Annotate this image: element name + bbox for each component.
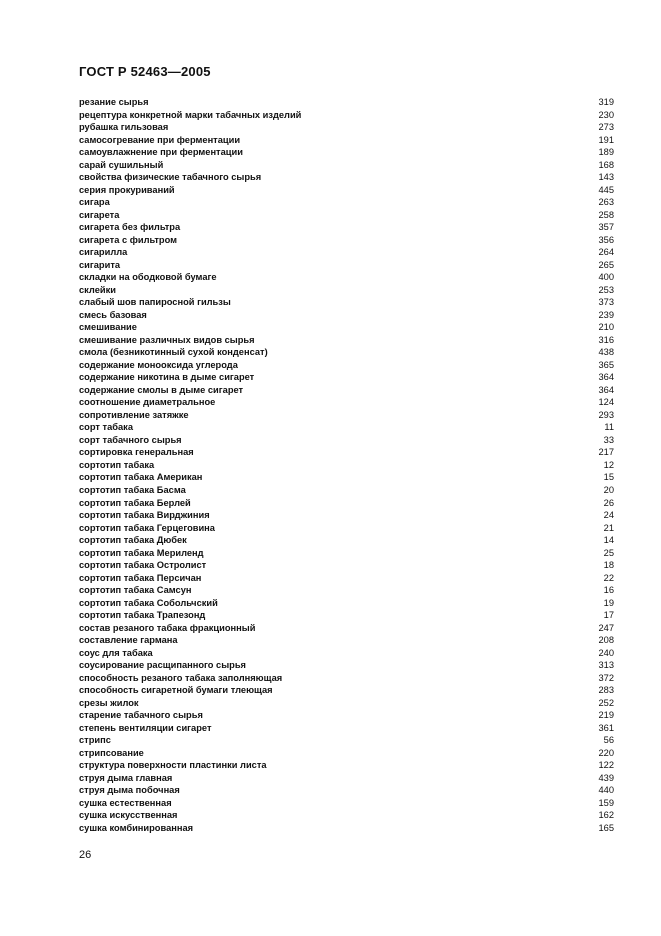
- index-entry: [79, 159, 614, 172]
- page-number: 26: [79, 849, 92, 861]
- index-term: сортотип табака: [79, 459, 155, 470]
- index-entry: [79, 271, 614, 284]
- index-term: содержание монооксида углерода: [79, 359, 238, 370]
- index-entry: [79, 522, 614, 535]
- index-entry: [79, 759, 614, 772]
- index-entry: [79, 471, 614, 484]
- index-term: способность резаного табака заполняющая: [79, 672, 283, 683]
- index-page-ref: 240: [598, 647, 614, 658]
- index-page-ref: 364: [598, 372, 614, 383]
- index-page-ref: 210: [598, 322, 614, 333]
- index-page-ref: 361: [598, 722, 614, 733]
- index-page-ref: 440: [598, 785, 614, 796]
- index-term: смешивание: [79, 322, 137, 333]
- index-entry: [79, 321, 614, 334]
- index-page-ref: 33: [603, 434, 614, 445]
- index-term: сарай сушильный: [79, 159, 164, 170]
- index-entry: [79, 784, 614, 797]
- index-term: сортотип табака Персичан: [79, 572, 202, 583]
- index-entry: [79, 497, 614, 510]
- index-page-ref: 264: [598, 247, 614, 258]
- index-entry: [79, 509, 614, 522]
- index-page-ref: 25: [603, 547, 614, 558]
- index-term: смола (безникотинный сухой конденсат): [79, 347, 268, 358]
- index-page-ref: 15: [603, 472, 614, 483]
- index-entry: [79, 434, 614, 447]
- index-term: серия прокуриваний: [79, 184, 175, 195]
- index-page-ref: 252: [598, 697, 614, 708]
- index-term: рубашка гильзовая: [79, 122, 169, 133]
- index-page-ref: 438: [598, 347, 614, 358]
- index-page-ref: 22: [603, 572, 614, 583]
- index-page-ref: 400: [598, 272, 614, 283]
- index-page-ref: 372: [598, 672, 614, 683]
- index-entry: [79, 709, 614, 722]
- index-term: структура поверхности пластинки листа: [79, 760, 267, 771]
- index-page-ref: 168: [598, 159, 614, 170]
- index-page-ref: 253: [598, 284, 614, 295]
- index-entry: [79, 409, 614, 422]
- index-page-ref: 18: [603, 560, 614, 571]
- index-page-ref: 12: [603, 459, 614, 470]
- index-entry: [79, 647, 614, 660]
- index-page-ref: 373: [598, 297, 614, 308]
- index-term: сортотип табака Американ: [79, 472, 203, 483]
- index-term: сортотип табака Самсун: [79, 585, 192, 596]
- index-entry: [79, 634, 614, 647]
- index-term: сушка искусственная: [79, 810, 178, 821]
- index-page-ref: 191: [598, 134, 614, 145]
- index-page-ref: 319: [598, 97, 614, 107]
- index-page-ref: 265: [598, 259, 614, 270]
- index-term: сортотип табака Дюбек: [79, 535, 187, 546]
- index-term: содержание никотина в дыме сигарет: [79, 372, 255, 383]
- index-entry: [79, 296, 614, 309]
- index-page-ref: 56: [603, 735, 614, 746]
- index-term: сортотип табака Берлей: [79, 497, 191, 508]
- index-page-ref: 273: [598, 122, 614, 133]
- index-entry: [79, 171, 614, 184]
- index-page-ref: 439: [598, 772, 614, 783]
- index-term: рецептура конкретной марки табачных изделий: [79, 109, 302, 120]
- index-term: смесь базовая: [79, 309, 147, 320]
- index-entry: [79, 96, 614, 109]
- index-page-ref: 445: [598, 184, 614, 195]
- index-entry: [79, 672, 614, 685]
- index-term: содержание смолы в дыме сигарет: [79, 384, 244, 395]
- index-entry: [79, 396, 614, 409]
- index-term: сортотип табака Собольчский: [79, 597, 218, 608]
- index-entry: [79, 459, 614, 472]
- index-term: сигарета без фильтра: [79, 222, 181, 233]
- index-page-ref: 124: [598, 397, 614, 408]
- index-term: сигарита: [79, 259, 121, 270]
- index-entry: [79, 309, 614, 322]
- index-page-ref: 316: [598, 334, 614, 345]
- index-term: степень вентиляции сигарет: [79, 722, 212, 733]
- index-term: струя дыма побочная: [79, 785, 180, 796]
- index-entry: [79, 146, 614, 159]
- index-page-ref: 14: [603, 535, 614, 546]
- index-page-ref: 11: [604, 422, 614, 433]
- index-term: соотношение диаметральное: [79, 397, 216, 408]
- index-term: состав резаного табака фракционный: [79, 622, 256, 633]
- index-entry: [79, 184, 614, 197]
- index-entry: [79, 384, 614, 397]
- index-term: сигарета: [79, 209, 120, 220]
- index-term: способность сигаретной бумаги тлеющая: [79, 685, 273, 696]
- index-page-ref: 239: [598, 309, 614, 320]
- index-entry: [79, 659, 614, 672]
- index-entry: [79, 534, 614, 547]
- index-entry: [79, 346, 614, 359]
- index-entry: [79, 234, 614, 247]
- index-entry: [79, 572, 614, 585]
- index-page-ref: 364: [598, 384, 614, 395]
- index-entry: [79, 196, 614, 209]
- index-entry: [79, 334, 614, 347]
- index-term: сорт табака: [79, 422, 134, 433]
- index-page-ref: 356: [598, 234, 614, 245]
- index-term: сушка естественная: [79, 797, 172, 808]
- index-page-ref: 357: [598, 222, 614, 233]
- index-term: сигарилла: [79, 247, 128, 258]
- index-entry: [79, 797, 614, 810]
- document-header: ГОСТ Р 52463—2005: [79, 64, 211, 79]
- index-entry: [79, 684, 614, 697]
- index-page-ref: 220: [598, 747, 614, 758]
- index-page-ref: 258: [598, 209, 614, 220]
- index-term: сигара: [79, 197, 110, 208]
- index-page-ref: 19: [603, 597, 614, 608]
- index-term: старение табачного сырья: [79, 710, 203, 721]
- index-entry: [79, 622, 614, 635]
- index-term: соус для табака: [79, 647, 153, 658]
- index-entry: [79, 609, 614, 622]
- index-term: складки на ободковой бумаге: [79, 272, 217, 283]
- index-term: сортотип табака Басма: [79, 484, 186, 495]
- index-term: сопротивление затяжке: [79, 409, 189, 420]
- index-term: стрипс: [79, 735, 111, 746]
- index-page-ref: 263: [598, 197, 614, 208]
- index-page-ref: 165: [598, 822, 614, 833]
- index-page-ref: 365: [598, 359, 614, 370]
- index-page-ref: 219: [598, 710, 614, 721]
- index-term: слабый шов папиросной гильзы: [79, 297, 231, 308]
- index-page-ref: 189: [598, 147, 614, 158]
- index-term: самоувлажнение при ферментации: [79, 147, 243, 158]
- index-entry: [79, 209, 614, 222]
- index-entry: [79, 121, 614, 134]
- index-entry: [79, 697, 614, 710]
- index-entry: [79, 446, 614, 459]
- index-term: сортотип табака Остролист: [79, 560, 207, 571]
- index-entry: [79, 547, 614, 560]
- index-page-ref: 313: [598, 660, 614, 671]
- index-entry: [79, 747, 614, 760]
- index-term: сорт табачного сырья: [79, 434, 182, 445]
- index-page-ref: 162: [598, 810, 614, 821]
- index-page-ref: 16: [603, 585, 614, 596]
- index-term: срезы жилок: [79, 697, 139, 708]
- index-term: соусирование расщипанного сырья: [79, 660, 246, 671]
- index-entry: [79, 822, 614, 835]
- index-term: самосогревание при ферментации: [79, 134, 241, 145]
- index-page-ref: 247: [598, 622, 614, 633]
- index-entry: [79, 246, 614, 259]
- index-page-ref: 230: [598, 109, 614, 120]
- index-list: [79, 96, 614, 834]
- index-page-ref: 143: [598, 172, 614, 183]
- index-page-ref: 24: [603, 510, 614, 521]
- index-entry: [79, 359, 614, 372]
- index-page-ref: 17: [603, 610, 614, 621]
- index-term: струя дыма главная: [79, 772, 173, 783]
- index-entry: [79, 109, 614, 122]
- index-term: составление гармана: [79, 635, 178, 646]
- index-page-ref: 208: [598, 635, 614, 646]
- index-entry: [79, 421, 614, 434]
- index-entry: [79, 371, 614, 384]
- index-term: сортировка генеральная: [79, 447, 194, 458]
- index-entry: [79, 221, 614, 234]
- index-entry: [79, 597, 614, 610]
- index-term: сортотип табака Трапезонд: [79, 610, 206, 621]
- index-page-ref: 217: [598, 447, 614, 458]
- index-page-ref: 283: [598, 685, 614, 696]
- index-term: сушка комбинированная: [79, 822, 194, 833]
- index-page-ref: 26: [603, 497, 614, 508]
- index-entry: [79, 809, 614, 822]
- index-entry: [79, 584, 614, 597]
- index-term: сигарета с фильтром: [79, 234, 178, 245]
- index-page-ref: 20: [603, 484, 614, 495]
- index-term: резание сырья: [79, 97, 149, 107]
- index-page-ref: 21: [603, 522, 614, 533]
- index-entry: [79, 484, 614, 497]
- index-entry: [79, 134, 614, 147]
- index-entry: [79, 284, 614, 297]
- index-entry: [79, 722, 614, 735]
- index-term: сортотип табака Герцеговина: [79, 522, 215, 533]
- index-term: сортотип табака Вирджиния: [79, 510, 210, 521]
- index-entry: [79, 559, 614, 572]
- index-page-ref: 122: [598, 760, 614, 771]
- index-entry: [79, 259, 614, 272]
- index-term: свойства физические табачного сырья: [79, 172, 262, 183]
- index-term: стрипсование: [79, 747, 144, 758]
- index-page-ref: 293: [598, 409, 614, 420]
- index-entry: [79, 772, 614, 785]
- index-entry: [79, 734, 614, 747]
- index-term: сортотип табака Мериленд: [79, 547, 204, 558]
- index-term: смешивание различных видов сырья: [79, 334, 255, 345]
- index-term: склейки: [79, 284, 116, 295]
- index-page-ref: 159: [598, 797, 614, 808]
